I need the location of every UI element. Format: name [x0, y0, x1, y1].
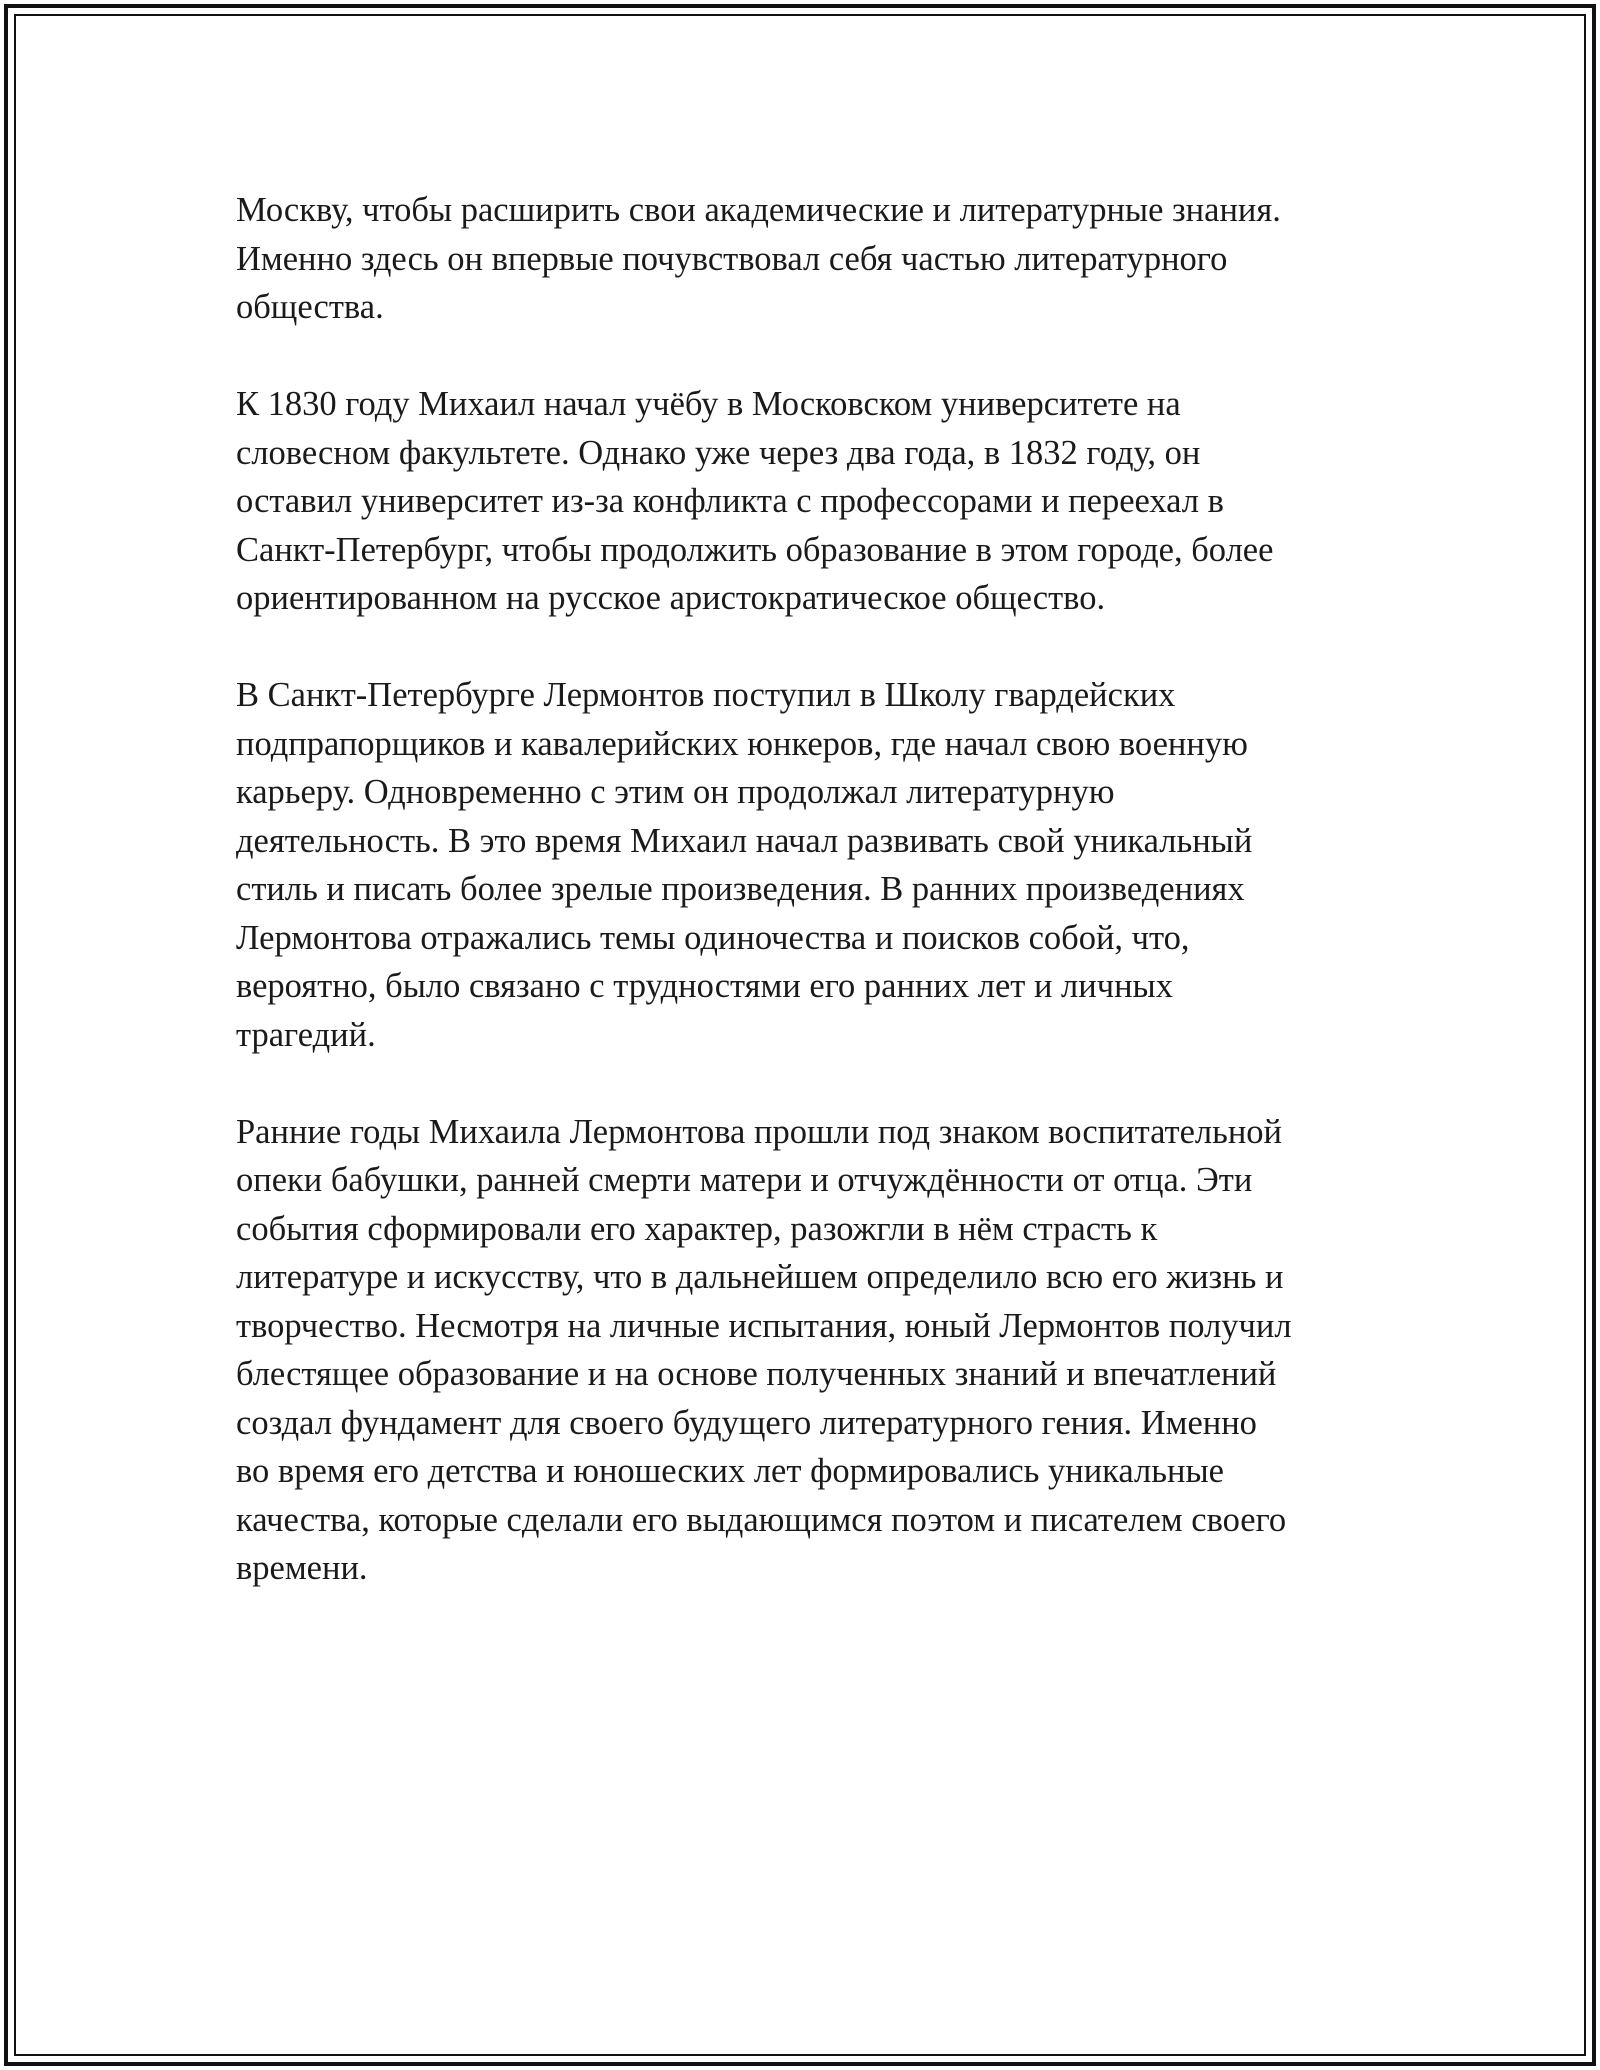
text-line: создал фундамент для своего будущего литературного гения. Именно — [236, 1403, 1257, 1442]
text-line: Именно здесь он впервые почувствовал себя частью литературного — [236, 239, 1228, 278]
text-line: блестящее образование и на основе полученных знаний и впечатлений — [236, 1355, 1277, 1393]
text-line: ориентированном на русское аристократическое общество. — [236, 579, 1106, 617]
paragraph-3 — [236, 671, 1366, 1059]
text-line: трагедий. — [236, 1015, 376, 1054]
document-body — [236, 186, 1366, 1593]
paragraph-4 — [236, 1108, 1366, 1593]
text-line: В Санкт-Петербурге Лермонтов поступил в Школу гвардейских — [236, 676, 1176, 714]
text-line: стиль и писать более зрелые произведения. В ранних произведениях — [236, 870, 1245, 908]
text-line: карьеру. Одновременно с этим он продолжал литературную — [236, 773, 1115, 811]
text-line: качества, которые сделали его выдающимся поэтом и писателем своего — [236, 1500, 1287, 1539]
text-line: подпрапорщиков и кавалерийских юнкеров, где начал свою военную — [236, 724, 1248, 763]
text-line: во время его детства и юношеских лет формировались уникальные — [236, 1452, 1224, 1490]
text-line: Санкт-Петербург, чтобы продолжить образование в этом городе, более — [236, 530, 1274, 569]
text-line: Лермонтова отражались темы одиночества и поисков собой, что, — [236, 918, 1190, 957]
text-line: общества. — [236, 288, 384, 326]
text-line: К 1830 году Михаил начал учёбу в Московском университете на — [236, 385, 1181, 423]
paragraph-2 — [236, 380, 1366, 623]
text-line: творчество. Несмотря на личные испытания, юный Лермонтов получил — [236, 1306, 1292, 1345]
text-line: события сформировали его характер, разожгли в нём страсть к — [236, 1209, 1158, 1248]
text-line: литературе и искусству, что в дальнейшем определило всю его жизнь и — [236, 1258, 1284, 1296]
text-line: опеки бабушки, ранней смерти матери и отчуждённости от отца. Эти — [236, 1161, 1253, 1199]
text-line: времени. — [236, 1549, 368, 1587]
text-line: словесном факультете. Однако уже через два года, в 1832 году, он — [236, 433, 1201, 472]
paragraph-1 — [236, 186, 1366, 332]
text-line: Москву, чтобы расширить свои академические и литературные знания. — [236, 191, 1281, 229]
text-line: Ранние годы Михаила Лермонтова прошли под знаком воспитательной — [236, 1112, 1283, 1151]
text-line: оставил университет из-за конфликта с профессорами и переехал в — [236, 482, 1224, 520]
text-line: вероятно, было связано с трудностями его ранних лет и личных — [236, 967, 1173, 1005]
text-line: деятельность. В это время Михаил начал развивать свой уникальный — [236, 821, 1253, 860]
